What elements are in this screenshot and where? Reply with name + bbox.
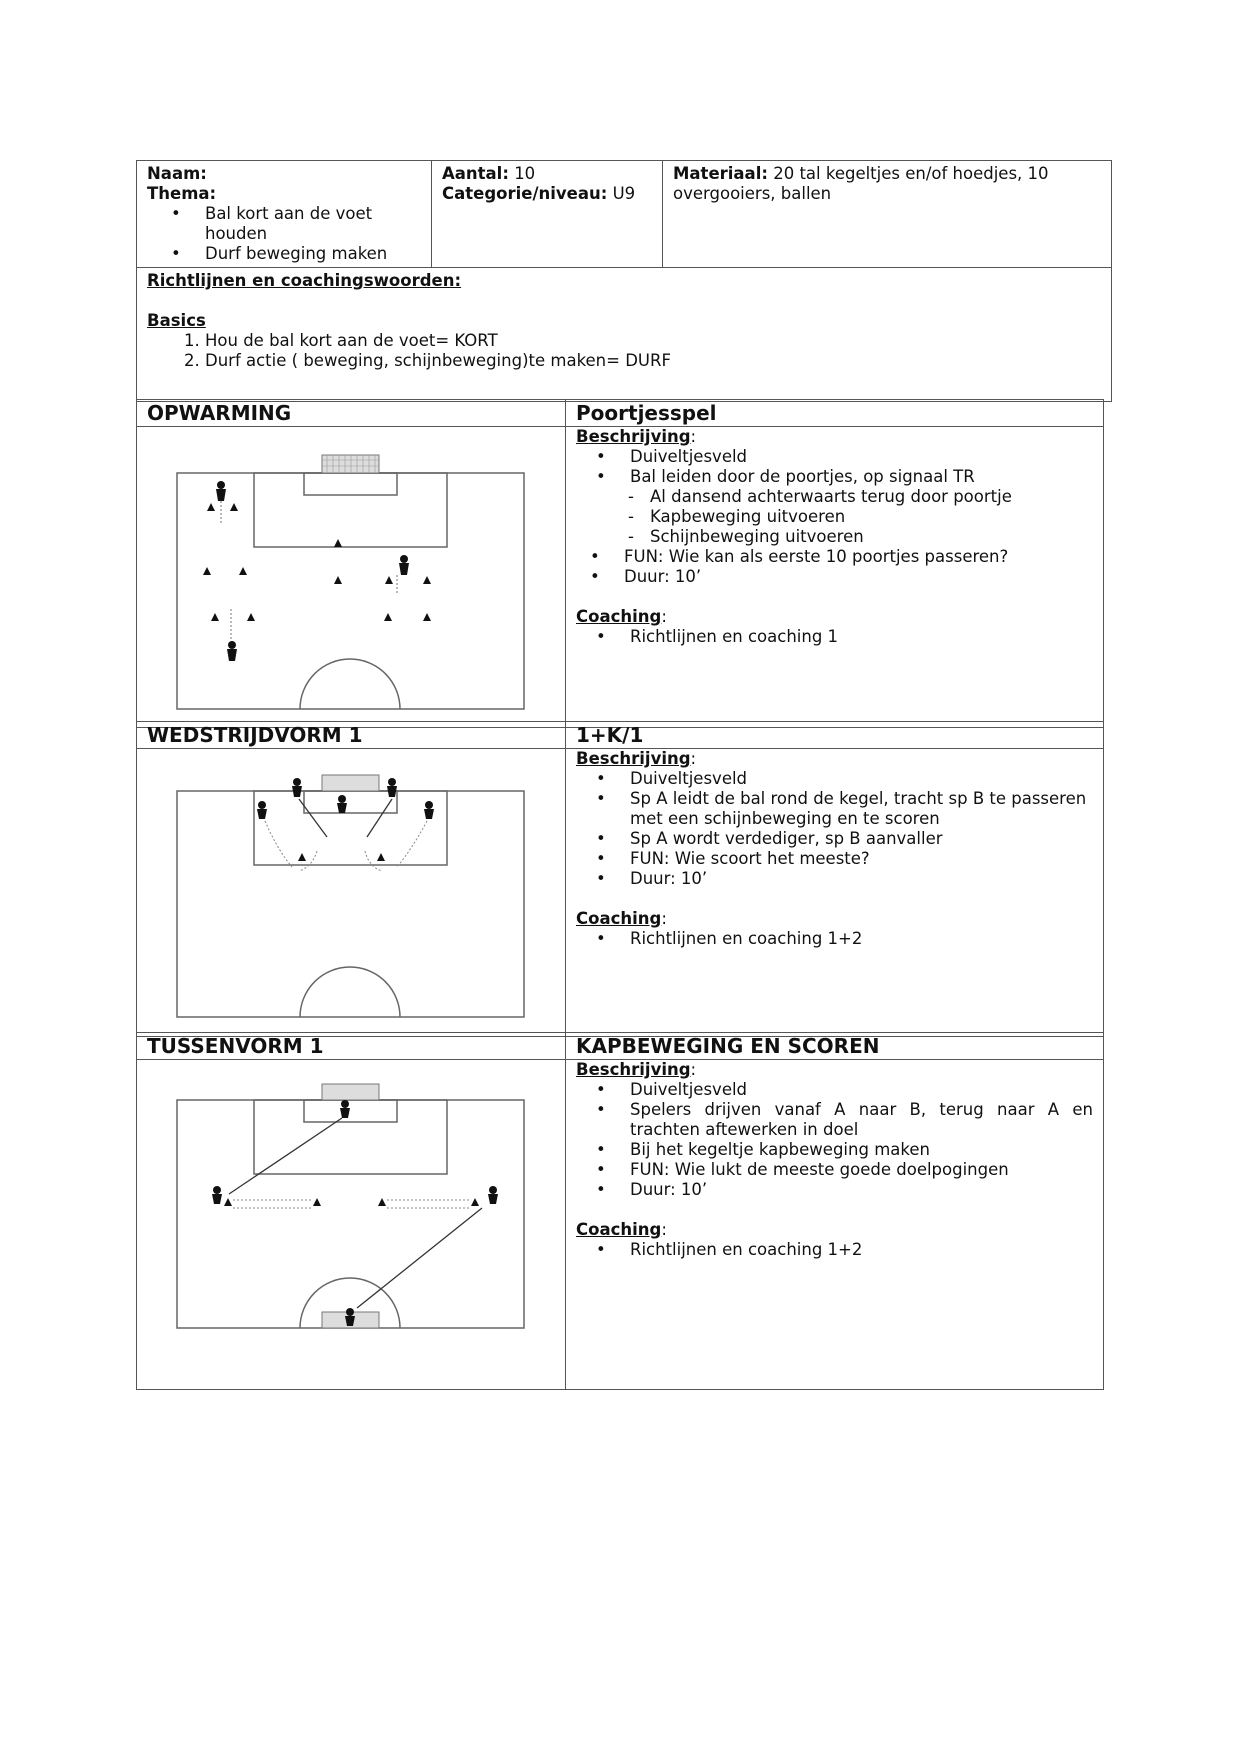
desc-item: • FUN: Wie scoort het meeste? (630, 849, 1093, 869)
section-left-title: WEDSTRIJDVORM 1 (137, 722, 566, 749)
coaching-label: Coaching (576, 607, 662, 626)
desc-item: • Duur: 10’ (630, 1180, 1093, 1200)
field-diagram-wedstrijdvorm (137, 749, 545, 1032)
richtlijnen-title: Richtlijnen en coachingswoorden: (147, 271, 462, 290)
field-diagram-tussenvorm (137, 1060, 545, 1385)
aantal-cell (432, 161, 663, 268)
categorie-label: Categorie/niveau: (442, 184, 608, 203)
section-left-title: TUSSENVORM 1 (137, 1033, 566, 1060)
desc-item: • Duur: 10’ (630, 869, 1093, 889)
beschrijving-label: Beschrijving (576, 749, 691, 768)
desc-item: • Sp A wordt verdediger, sp B aanvaller (630, 829, 1093, 849)
coaching-item: • Richtlijnen en coaching 1 (630, 627, 1093, 647)
section-tussenvorm (136, 1032, 1104, 1390)
desc-item: • Duiveltjesveld (630, 1080, 1093, 1100)
materiaal-value: 20 tal kegeltjes en/of hoedjes, 10 overgooiers, ballen (673, 164, 1049, 203)
materiaal-cell (663, 161, 1112, 268)
thema-item: • Durf beweging maken (205, 244, 421, 264)
description-cell: Beschrijving: • Duiveltjesveld • Sp A leidt de bal rond de kegel, tracht sp B te passeren met een schijnbeweging en te scoren • Sp A wordt verdediger, sp B aanvaller • FUN: Wie scoort het meeste? • Duur: 10’ Coaching: • Richtlijnen en coaching 1+2 (566, 749, 1104, 1037)
desc-sub-item: - Al dansend achterwaarts terug door poortje (650, 487, 1093, 507)
diagram-cell (137, 749, 566, 1037)
header-table (136, 160, 1112, 402)
richtlijnen-cell (137, 268, 1112, 402)
section-right-title: KAPBEWEGING EN SCOREN (566, 1033, 1104, 1060)
description-cell: Beschrijving: • Duiveltjesveld • Spelers drijven vanaf A naar B, terug naar A en trachten aftewerken in doel • Bij het kegeltje kapbeweging maken • FUN: Wie lukt de meeste goede doelpogingen • Duur: 10’ Coaching: • Richtlijnen en coaching 1+2 (566, 1060, 1104, 1390)
desc-sub-item: - Schijnbeweging uitvoeren (650, 527, 1093, 547)
field-diagram-opwarming (137, 427, 545, 723)
categorie-value: U9 (612, 184, 636, 203)
section-wedstrijdvorm (136, 721, 1104, 1037)
section-left-title: OPWARMING (137, 400, 566, 427)
beschrijving-label: Beschrijving (576, 1060, 691, 1079)
desc-item: • Duiveltjesveld (630, 769, 1093, 789)
basics-item: 1. Hou de bal kort aan de voet= KORT (205, 331, 1101, 351)
basics-label: Basics (147, 311, 206, 330)
desc-item: • FUN: Wie lukt de meeste goede doelpogingen (630, 1160, 1093, 1180)
coaching-item: • Richtlijnen en coaching 1+2 (630, 1240, 1093, 1260)
diagram-cell (137, 427, 566, 728)
beschrijving-label: Beschrijving (576, 427, 691, 446)
thema-item: • Bal kort aan de voet houden (205, 204, 395, 244)
section-right-title: 1+K/1 (566, 722, 1104, 749)
thema-label: Thema: (147, 184, 217, 203)
desc-item: • Sp A leidt de bal rond de kegel, tracht sp B te passeren met een schijnbeweging en te scoren (630, 789, 1093, 829)
desc-item: • Bal leiden door de poortjes, op signaal TR (630, 467, 1093, 487)
coaching-label: Coaching (576, 1220, 662, 1239)
section-opwarming (136, 399, 1104, 728)
desc-sub-item: - Kapbeweging uitvoeren (650, 507, 1093, 527)
naam-thema-cell (137, 161, 432, 268)
naam-label: Naam: (147, 164, 207, 183)
desc-item: • FUN: Wie kan als eerste 10 poortjes passeren? (624, 547, 1093, 567)
desc-item: • Duur: 10’ (624, 567, 1093, 587)
coaching-item: • Richtlijnen en coaching 1+2 (630, 929, 1093, 949)
description-cell: Beschrijving: • Duiveltjesveld • Bal leiden door de poortjes, op signaal TR - Al dansend achterwaarts terug door poortje - Kapbeweging uitvoeren - Schijnbeweging uitvoeren • FUN: Wie kan als eerste 10 poortjes passeren? • Duur: 10’ Coaching: • Richtlijnen en coaching 1 (566, 427, 1104, 728)
desc-item: • Bij het kegeltje kapbeweging maken (630, 1140, 1093, 1160)
materiaal-label: Materiaal: (673, 164, 768, 183)
coaching-label: Coaching (576, 909, 662, 928)
section-right-title: Poortjesspel (566, 400, 1104, 427)
desc-item: • Duiveltjesveld (630, 447, 1093, 467)
aantal-label: Aantal: (442, 164, 509, 183)
basics-item: 2. Durf actie ( beweging, schijnbeweging)te maken= DURF (205, 351, 1101, 371)
desc-item: • Spelers drijven vanaf A naar B, terug naar A en trachten aftewerken in doel (630, 1100, 1093, 1140)
aantal-value: 10 (514, 164, 536, 183)
diagram-cell (137, 1060, 566, 1390)
